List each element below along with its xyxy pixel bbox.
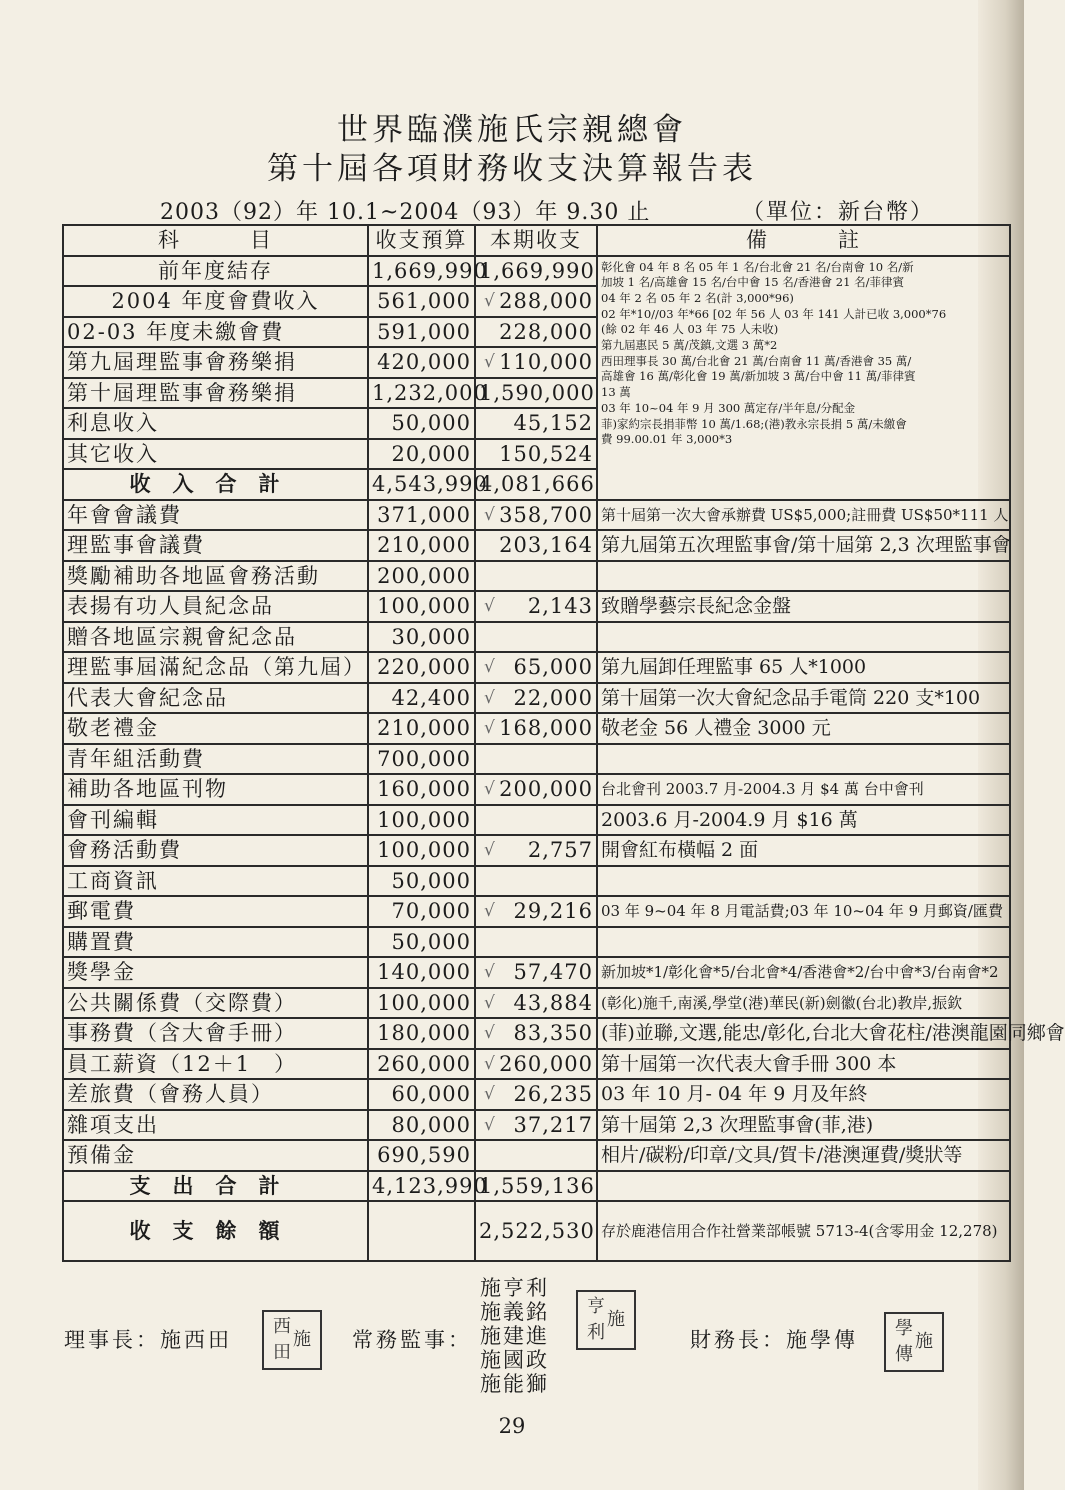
- expense-note: 03 年 10 月- 04 年 9 月及年終: [597, 1079, 1010, 1110]
- expense-budget: [368, 500, 475, 531]
- expense-row: [63, 1049, 1010, 1080]
- supervisor-names: [480, 1276, 549, 1396]
- expense-note: 2003.6 月-2004.9 月 $16 萬: [597, 805, 1010, 836]
- expense-row: [63, 957, 1010, 988]
- income-item: 其它收入: [63, 439, 368, 470]
- expense-actual: [475, 1110, 597, 1141]
- checkmark-icon: √: [484, 992, 496, 1013]
- expense-note: 第十屆第一次大會承辦費 US$5,000;註冊費 US$50*111 人: [597, 500, 1010, 531]
- expense-note: 第十屆第 2,3 次理監事會(菲,港): [597, 1110, 1010, 1141]
- income-note-line: 西田理事長 30 萬/台北會 21 萬/台南會 11 萬/香港會 35 萬/: [601, 353, 912, 368]
- expense-budget-value: 70,000: [391, 899, 471, 924]
- expense-note: 第九屆卸任理監事 65 人*1000: [597, 652, 1010, 683]
- income-note-line: 02 年*10//03 年*66 [02 年 56 人 03 年 141 人計已收 3,000*76: [601, 306, 947, 321]
- income-note-line: 03 年 10~04 年 9 月 300 萬定存/半年息/分配金: [601, 400, 856, 415]
- expense-total-row: [63, 1171, 1010, 1202]
- income-actual-value: 1,590,000: [479, 380, 595, 405]
- income-item: 02-03 年度未繳會費: [63, 317, 368, 348]
- checkmark-icon: √: [484, 1053, 496, 1074]
- expense-actual: [475, 896, 597, 927]
- expense-budget-value: 100,000: [377, 838, 471, 863]
- expense-budget-value: 100,000: [377, 807, 471, 832]
- income-actual: [475, 317, 597, 348]
- expense-item: 年會會議費: [63, 500, 368, 531]
- income-total-label: 收入合計: [63, 469, 368, 500]
- expense-budget: [368, 988, 475, 1019]
- income-budget-value: 420,000: [377, 350, 471, 375]
- income-actual-value: 1,669,990: [479, 258, 595, 283]
- expense-budget: [368, 1049, 475, 1080]
- income-note-line: 高雄會 16 萬/彰化會 19 萬/新加坡 3 萬/台中會 11 萬/菲律賓: [601, 369, 916, 384]
- expense-actual-value: 83,350: [513, 1021, 593, 1046]
- expense-budget: [368, 774, 475, 805]
- income-notes: [597, 256, 1010, 500]
- income-budget-value: 591,000: [377, 319, 471, 344]
- expense-item: 會刊編輯: [63, 805, 368, 836]
- expense-budget: [368, 713, 475, 744]
- income-item: 第十屆理監事會務樂捐: [63, 378, 368, 409]
- expense-budget-value: 60,000: [391, 1082, 471, 1107]
- expense-budget-value: 80,000: [391, 1112, 471, 1137]
- expense-actual: [475, 591, 597, 622]
- income-total-actual: [475, 469, 597, 500]
- income-actual-value: 288,000: [499, 289, 593, 314]
- expense-actual: [475, 774, 597, 805]
- income-note-line: 04 年 2 名 05 年 2 名(計 3,000*96): [601, 290, 794, 305]
- income-actual: [475, 286, 597, 317]
- seal-characters: 施: [293, 1329, 311, 1350]
- income-actual: [475, 439, 597, 470]
- balance-actual-value: 2,522,530: [479, 1219, 595, 1243]
- balance-actual: [475, 1201, 597, 1261]
- income-note-line: 彰化會 04 年 8 名 05 年 1 名/台北會 21 名/台南會 10 名/新: [601, 259, 914, 274]
- seal-characters: 施: [607, 1309, 625, 1330]
- expense-row: [63, 774, 1010, 805]
- expense-budget: [368, 622, 475, 653]
- income-item: 前年度結存: [63, 256, 368, 287]
- expense-actual-value: 260,000: [499, 1051, 593, 1076]
- expense-item: 補助各地區刊物: [63, 774, 368, 805]
- expense-item: 差旅費（會務人員）: [63, 1079, 368, 1110]
- expense-note: 敬老金 56 人禮金 3000 元: [597, 713, 1010, 744]
- expense-budget: [368, 683, 475, 714]
- income-actual: [475, 347, 597, 378]
- expense-budget-value: 100,000: [377, 990, 471, 1015]
- expense-row: [63, 622, 1010, 653]
- expense-row: [63, 713, 1010, 744]
- income-item: 利息收入: [63, 408, 368, 439]
- expense-row: [63, 744, 1010, 775]
- page-number: 29: [498, 1414, 526, 1438]
- expense-note: (彰化)施千,南溪,學堂(港)華民(新)劍徽(台北)教岸,振欽: [597, 988, 1010, 1019]
- treasurer-seal: [884, 1312, 944, 1372]
- expense-actual: [475, 622, 597, 653]
- income-note-line: 菲)家約宗長捐菲幣 10 萬/1.68;(港)教永宗長捐 5 萬/未繳會: [601, 416, 907, 431]
- expense-budget: [368, 530, 475, 561]
- expense-actual-value: 358,700: [499, 502, 593, 527]
- income-note-line: 13 萬: [601, 385, 631, 400]
- expense-budget-value: 140,000: [377, 960, 471, 985]
- expense-budget: [368, 652, 475, 683]
- income-note-line: (餘 02 年 46 人 03 年 75 人未收): [601, 322, 779, 337]
- expense-actual-value: 168,000: [499, 716, 593, 741]
- income-budget-value: 50,000: [391, 411, 471, 436]
- income-budget: [368, 286, 475, 317]
- expense-total-budget: [368, 1171, 488, 1202]
- income-budget: [368, 439, 475, 470]
- seal-characters: 西 田: [273, 1316, 291, 1363]
- income-budget-value: 1,669,990: [372, 258, 488, 283]
- expense-budget-value: 100,000: [377, 594, 471, 619]
- expense-item: 獎勵補助各地區會務活動: [63, 561, 368, 592]
- treasurer-signature: 財務長：施學傳: [690, 1328, 858, 1352]
- expense-item: 事務費（含大會手冊）: [63, 1018, 368, 1049]
- income-note-line: 加坡 1 名/高雄會 15 名/台中會 15 名/香港會 21 名/菲律賓: [601, 275, 904, 290]
- expense-actual-value: 65,000: [513, 655, 593, 680]
- expense-note: 03 年 9~04 年 8 月電話費;03 年 10~04 年 9 月郵資/匯費: [597, 896, 1010, 927]
- expense-budget-value: 220,000: [377, 655, 471, 680]
- expense-actual-value: 22,000: [513, 685, 593, 710]
- expense-item: 雜項支出: [63, 1110, 368, 1141]
- report-period: 2003（92）年 10.1~2004（93）年 9.30 止: [160, 200, 651, 225]
- supervisor-name: 施義銘: [480, 1300, 549, 1324]
- income-budget-value: 561,000: [377, 289, 471, 314]
- checkmark-icon: √: [484, 901, 496, 921]
- expense-actual: [475, 805, 597, 836]
- income-item: 第九屆理監事會務樂捐: [63, 347, 368, 378]
- expense-budget-value: 371,000: [377, 502, 471, 527]
- header-note: 備 註: [597, 225, 1010, 256]
- supervisor-seal: [576, 1290, 636, 1350]
- expense-budget: [368, 591, 475, 622]
- expense-row: [63, 1110, 1010, 1141]
- expense-budget-value: 42,400: [391, 685, 471, 710]
- expense-item: 贈各地區宗親會紀念品: [63, 622, 368, 653]
- expense-note: (菲)並聯,文選,能忠/彰化,台北大會花柱/港澳龍園同鄉會: [597, 1018, 1010, 1049]
- expense-item: 工商資訊: [63, 866, 368, 897]
- expense-budget: [368, 561, 475, 592]
- expense-note: [597, 866, 1010, 897]
- header-actual: 本期收支: [475, 225, 597, 256]
- expense-item: 郵電費: [63, 896, 368, 927]
- income-actual: [475, 378, 597, 409]
- expense-row: [63, 896, 1010, 927]
- income-actual-value: 150,524: [499, 441, 593, 466]
- expense-actual: [475, 744, 597, 775]
- seal-characters: 學 傳: [895, 1318, 913, 1365]
- checkmark-icon: √: [484, 1114, 496, 1135]
- expense-row: [63, 1079, 1010, 1110]
- income-actual: [475, 408, 597, 439]
- expense-budget: [368, 805, 475, 836]
- income-budget-value: 1,232,000: [372, 380, 488, 405]
- expense-actual: [475, 1018, 597, 1049]
- income-actual-value: 110,000: [499, 350, 593, 375]
- expense-row: [63, 652, 1010, 683]
- checkmark-icon: √: [484, 840, 496, 860]
- expense-budget: [368, 1018, 475, 1049]
- expense-row: [63, 530, 1010, 561]
- expense-item: 員工薪資（12＋1 ）: [63, 1049, 368, 1080]
- expense-row: [63, 835, 1010, 866]
- expense-actual: [475, 957, 597, 988]
- expense-row: [63, 561, 1010, 592]
- expense-item: 理監事會議費: [63, 530, 368, 561]
- expense-item: 敬老禮金: [63, 713, 368, 744]
- income-budget: [368, 408, 475, 439]
- chairman-seal: [262, 1310, 322, 1370]
- expense-note: 開會紅布橫幅 2 面: [597, 835, 1010, 866]
- expense-budget-value: 160,000: [377, 777, 471, 802]
- seal-characters: 施: [915, 1331, 933, 1352]
- income-row: [63, 256, 1010, 287]
- expense-actual: [475, 1140, 597, 1171]
- expense-total-actual-value: 1,559,136: [479, 1173, 595, 1198]
- expense-budget: [368, 896, 475, 927]
- supervisor-name: 施能獅: [480, 1372, 549, 1396]
- expense-actual: [475, 561, 597, 592]
- expense-item: 理監事屆滿紀念品（第九屆）: [63, 652, 368, 683]
- expense-row: [63, 866, 1010, 897]
- income-item: 2004 年度會費收入: [63, 286, 368, 317]
- expense-row: [63, 805, 1010, 836]
- expense-item: 代表大會紀念品: [63, 683, 368, 714]
- expense-row: [63, 683, 1010, 714]
- expense-actual-value: 2,143: [527, 594, 593, 619]
- financial-report-table: [62, 224, 1065, 1262]
- expense-note: [597, 927, 1010, 958]
- checkmark-icon: √: [484, 504, 496, 525]
- balance-note: 存於鹿港信用合作社營業部帳號 5713-4(含零用金 12,278): [597, 1201, 1010, 1261]
- checkmark-icon: √: [484, 779, 496, 799]
- report-title: 第十屆各項財務收支決算報告表: [267, 151, 757, 187]
- checkmark-icon: √: [484, 1084, 496, 1104]
- expense-row: [63, 1018, 1010, 1049]
- expense-budget-value: 50,000: [391, 868, 471, 893]
- table-header-row: [63, 225, 1010, 256]
- expense-budget-value: 30,000: [391, 624, 471, 649]
- expense-actual-value: 37,217: [513, 1112, 593, 1137]
- expense-note: 致贈學藝宗長紀念金盤: [597, 591, 1010, 622]
- income-note-line: 第九屆惠民 5 萬/茂鎮,文選 3 萬*2: [601, 338, 778, 353]
- income-total-budget-value: 4,543,990: [372, 472, 488, 497]
- expense-budget-value: 200,000: [377, 563, 471, 588]
- expense-row: [63, 1140, 1010, 1171]
- balance-budget: [368, 1201, 475, 1261]
- expense-note: 相片/碳粉/印章/文具/賀卡/港澳運費/獎狀等: [597, 1140, 1010, 1171]
- checkmark-icon: √: [484, 687, 496, 708]
- expense-actual: [475, 988, 597, 1019]
- currency-unit: （單位：新台幣）: [742, 200, 935, 225]
- expense-row: [63, 988, 1010, 1019]
- expense-budget-value: 180,000: [377, 1021, 471, 1046]
- org-title: 世界臨濮施氏宗親總會: [337, 112, 687, 148]
- expense-budget: [368, 744, 475, 775]
- income-budget: [368, 256, 488, 287]
- seal-characters: 亨 利: [587, 1296, 605, 1343]
- checkmark-icon: √: [484, 718, 496, 738]
- expense-budget: [368, 1110, 475, 1141]
- expense-item: 獎學金: [63, 957, 368, 988]
- expense-note: 第十屆第一次代表大會手冊 300 本: [597, 1049, 1010, 1080]
- expense-budget-value: 50,000: [391, 929, 471, 954]
- expense-budget-value: 690,590: [377, 1143, 471, 1168]
- expense-actual: [475, 713, 597, 744]
- expense-budget: [368, 1140, 475, 1171]
- expense-item: 表揚有功人員紀念品: [63, 591, 368, 622]
- expense-actual: [475, 835, 597, 866]
- header-budget: 收支預算: [368, 225, 475, 256]
- expense-budget: [368, 957, 475, 988]
- supervisor-name: 施國政: [480, 1348, 549, 1372]
- header-item: 科 目: [63, 225, 368, 256]
- expense-note: 第九屆第五次理監事會/第十屆第 2,3 次理監事會: [597, 530, 1010, 561]
- income-budget: [368, 347, 475, 378]
- expense-actual-value: 43,884: [513, 990, 593, 1015]
- checkmark-icon: √: [484, 1023, 496, 1043]
- income-total-actual-value: 4,081,666: [479, 472, 595, 497]
- expense-budget-value: 210,000: [377, 716, 471, 741]
- expense-actual: [475, 683, 597, 714]
- expense-actual: [475, 1079, 597, 1110]
- expense-actual-value: 57,470: [513, 960, 593, 985]
- expense-actual: [475, 530, 597, 561]
- expense-note: [597, 622, 1010, 653]
- income-note-line: 費 99.00.01 年 3,000*3: [601, 432, 733, 447]
- expense-note: 新加坡*1/彰化會*5/台北會*4/香港會*2/台中會*3/台南會*2: [597, 957, 1010, 988]
- income-total-budget: [368, 469, 488, 500]
- expense-total-actual: [475, 1171, 597, 1202]
- checkmark-icon: √: [484, 291, 496, 311]
- expense-actual-value: 203,164: [499, 533, 593, 558]
- expense-budget-value: 260,000: [377, 1051, 471, 1076]
- expense-actual-value: 29,216: [513, 899, 593, 924]
- income-budget-value: 20,000: [391, 441, 471, 466]
- expense-total-label: 支出合計: [63, 1171, 368, 1202]
- expense-budget-value: 210,000: [377, 533, 471, 558]
- expense-note: 第十屆第一次大會紀念品手電筒 220 支*100: [597, 683, 1010, 714]
- checkmark-icon: √: [484, 352, 496, 372]
- supervisor-name: 施建進: [480, 1324, 549, 1348]
- expense-actual: [475, 927, 597, 958]
- chairman-signature: 理事長：施西田: [64, 1328, 232, 1352]
- checkmark-icon: √: [484, 962, 496, 982]
- expense-actual-value: 2,757: [527, 838, 593, 863]
- expense-budget: [368, 1079, 475, 1110]
- income-actual: [475, 256, 597, 287]
- supervisor-label: 常務監事：: [352, 1328, 472, 1352]
- income-budget: [368, 378, 488, 409]
- checkmark-icon: √: [484, 596, 496, 616]
- expense-row: [63, 591, 1010, 622]
- supervisor-name: 施亨利: [480, 1276, 549, 1300]
- expense-total-budget-value: 4,123,990: [372, 1173, 488, 1198]
- balance-label: 收支餘額: [63, 1201, 368, 1261]
- expense-row: [63, 500, 1010, 531]
- expense-item: 會務活動費: [63, 835, 368, 866]
- expense-actual: [475, 866, 597, 897]
- expense-budget: [368, 866, 475, 897]
- expense-note: 台北會刊 2003.7 月-2004.3 月 $4 萬 台中會刊: [597, 774, 1010, 805]
- expense-item: 公共關係費（交際費）: [63, 988, 368, 1019]
- expense-item: 青年組活動費: [63, 744, 368, 775]
- expense-item: 購置費: [63, 927, 368, 958]
- balance-row: [63, 1201, 1010, 1261]
- income-actual-value: 45,152: [513, 411, 593, 436]
- expense-actual: [475, 652, 597, 683]
- expense-budget: [368, 927, 475, 958]
- expense-budget: [368, 835, 475, 866]
- income-budget: [368, 317, 475, 348]
- expense-actual-value: 26,235: [513, 1082, 593, 1107]
- expense-budget-value: 700,000: [377, 746, 471, 771]
- expense-actual-value: 200,000: [499, 777, 593, 802]
- expense-actual: [475, 500, 597, 531]
- expense-item: 預備金: [63, 1140, 368, 1171]
- expense-actual: [475, 1049, 597, 1080]
- expense-row: [63, 927, 1010, 958]
- checkmark-icon: √: [484, 657, 496, 677]
- expense-note: [597, 744, 1010, 775]
- income-actual-value: 228,000: [499, 319, 593, 344]
- expense-note: [597, 561, 1010, 592]
- expense-total-note: [597, 1171, 1010, 1202]
